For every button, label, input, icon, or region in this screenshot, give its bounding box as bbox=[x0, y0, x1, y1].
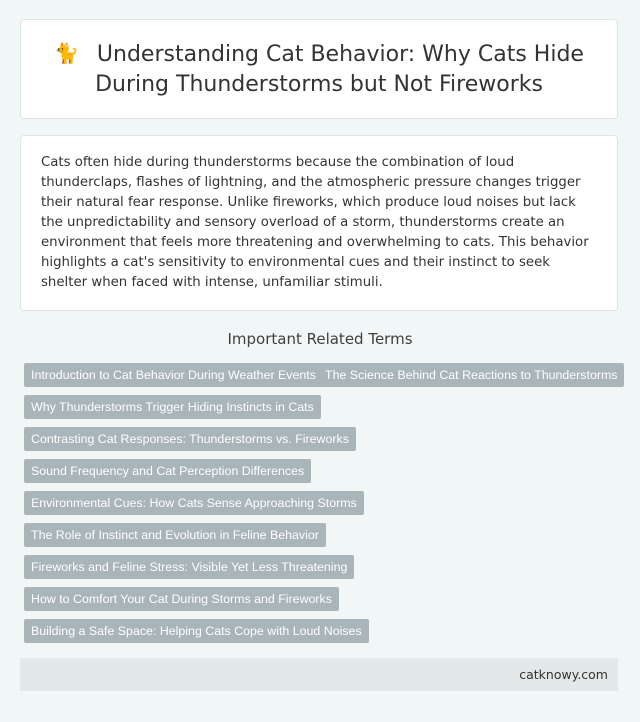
related-terms-heading: Important Related Terms bbox=[227, 330, 413, 348]
page-title-text: Understanding Cat Behavior: Why Cats Hide During Thunderstorms but Not Fireworks bbox=[95, 42, 584, 97]
related-term-tag[interactable]: Sound Frequency and Cat Perception Differences bbox=[24, 459, 311, 483]
cat-icon: 🐈 bbox=[54, 41, 79, 65]
summary-card bbox=[20, 135, 618, 311]
footer bbox=[20, 658, 618, 691]
related-term-tag[interactable]: Environmental Cues: How Cats Sense Approaching Storms bbox=[24, 491, 364, 515]
related-term-tag[interactable]: The Role of Instinct and Evolution in Feline Behavior bbox=[24, 523, 326, 547]
title-card bbox=[20, 19, 618, 119]
footer-site-link[interactable]: catknowy.com bbox=[519, 667, 608, 682]
related-term-tag[interactable]: Contrasting Cat Responses: Thunderstorms vs. Fireworks bbox=[24, 427, 356, 451]
related-term-tag[interactable]: Why Thunderstorms Trigger Hiding Instincts in Cats bbox=[24, 395, 321, 419]
related-term-tag[interactable]: Building a Safe Space: Helping Cats Cope with Loud Noises bbox=[24, 619, 369, 643]
related-term-tag[interactable]: How to Comfort Your Cat During Storms and Fireworks bbox=[24, 587, 339, 611]
related-term-tag[interactable]: Introduction to Cat Behavior During Weather Events bbox=[24, 363, 323, 387]
page-title bbox=[45, 38, 593, 100]
related-term-tag[interactable]: Fireworks and Feline Stress: Visible Yet Less Threatening bbox=[24, 555, 354, 579]
related-term-tag[interactable]: The Science Behind Cat Reactions to Thunderstorms bbox=[318, 363, 624, 387]
summary-text: Cats often hide during thunderstorms because the combination of loud thunderclaps, flashes of lightning, and the atmospheric pressure changes trigger their natural fear response. Unlike fireworks, which produce loud noises but lack the unpredictability and sensory overload of a storm, thunderstorms create an environment that feels more threatening and overwhelming to cats. This behavior highlights a cat's sensitivity to environmental cues and their instinct to seek shelter when faced with intense, unfamiliar stimuli. bbox=[41, 155, 589, 290]
